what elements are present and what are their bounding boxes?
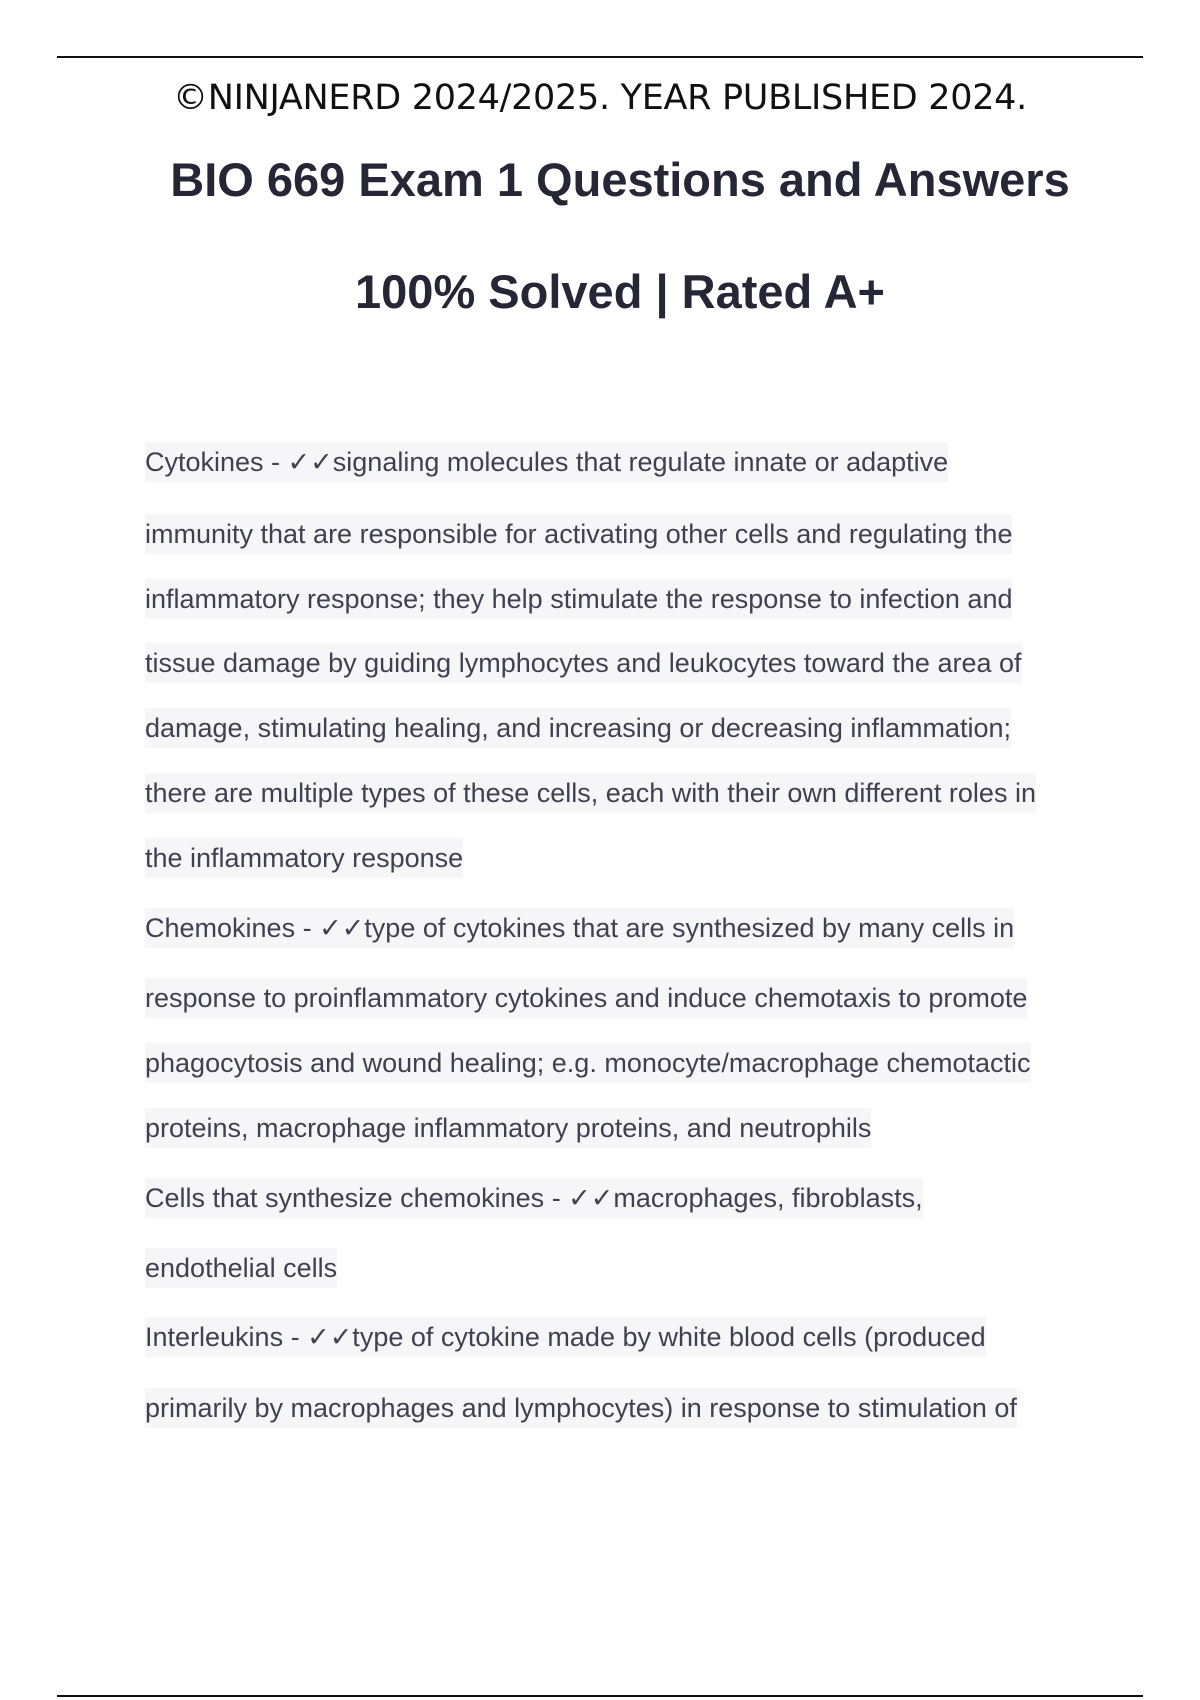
body-line: primarily by macrophages and lymphocytes) in response to stimulation of: [145, 1388, 1017, 1428]
body-line: damage, stimulating healing, and increasing or decreasing inflammation;: [145, 708, 1011, 748]
body-line: proteins, macrophage inflammatory proteins, and neutrophils: [145, 1108, 871, 1148]
document-subtitle: 100% Solved | Rated A+: [355, 265, 885, 318]
body-line: Cells that synthesize chemokines - ✓✓macrophages, fibroblasts,: [145, 1178, 923, 1218]
body-line: Interleukins - ✓✓type of cytokine made by white blood cells (produced: [145, 1317, 986, 1357]
body-line: response to proinflammatory cytokines and induce chemotaxis to promote: [145, 978, 1027, 1018]
body-line: phagocytosis and wound healing; e.g. monocyte/macrophage chemotactic: [145, 1043, 1031, 1083]
body-line: Cytokines - ✓✓signaling molecules that regulate innate or adaptive: [145, 442, 948, 482]
body-line: Chemokines - ✓✓type of cytokines that are synthesized by many cells in: [145, 908, 1014, 948]
body-line: the inflammatory response: [145, 838, 463, 878]
body-line: inflammatory response; they help stimulate the response to infection and: [145, 579, 1012, 619]
body-line: endothelial cells: [145, 1248, 337, 1288]
top-divider: [57, 56, 1143, 58]
body-line: there are multiple types of these cells, each with their own different roles in: [145, 773, 1036, 813]
bottom-divider: [57, 1695, 1143, 1697]
body-line: immunity that are responsible for activating other cells and regulating the: [145, 514, 1012, 554]
document-title: BIO 669 Exam 1 Questions and Answers: [170, 153, 1070, 206]
copyright-header: ©NINJANERD 2024/2025. YEAR PUBLISHED 2024.: [173, 78, 1027, 118]
body-line: tissue damage by guiding lymphocytes and leukocytes toward the area of: [145, 643, 1022, 683]
